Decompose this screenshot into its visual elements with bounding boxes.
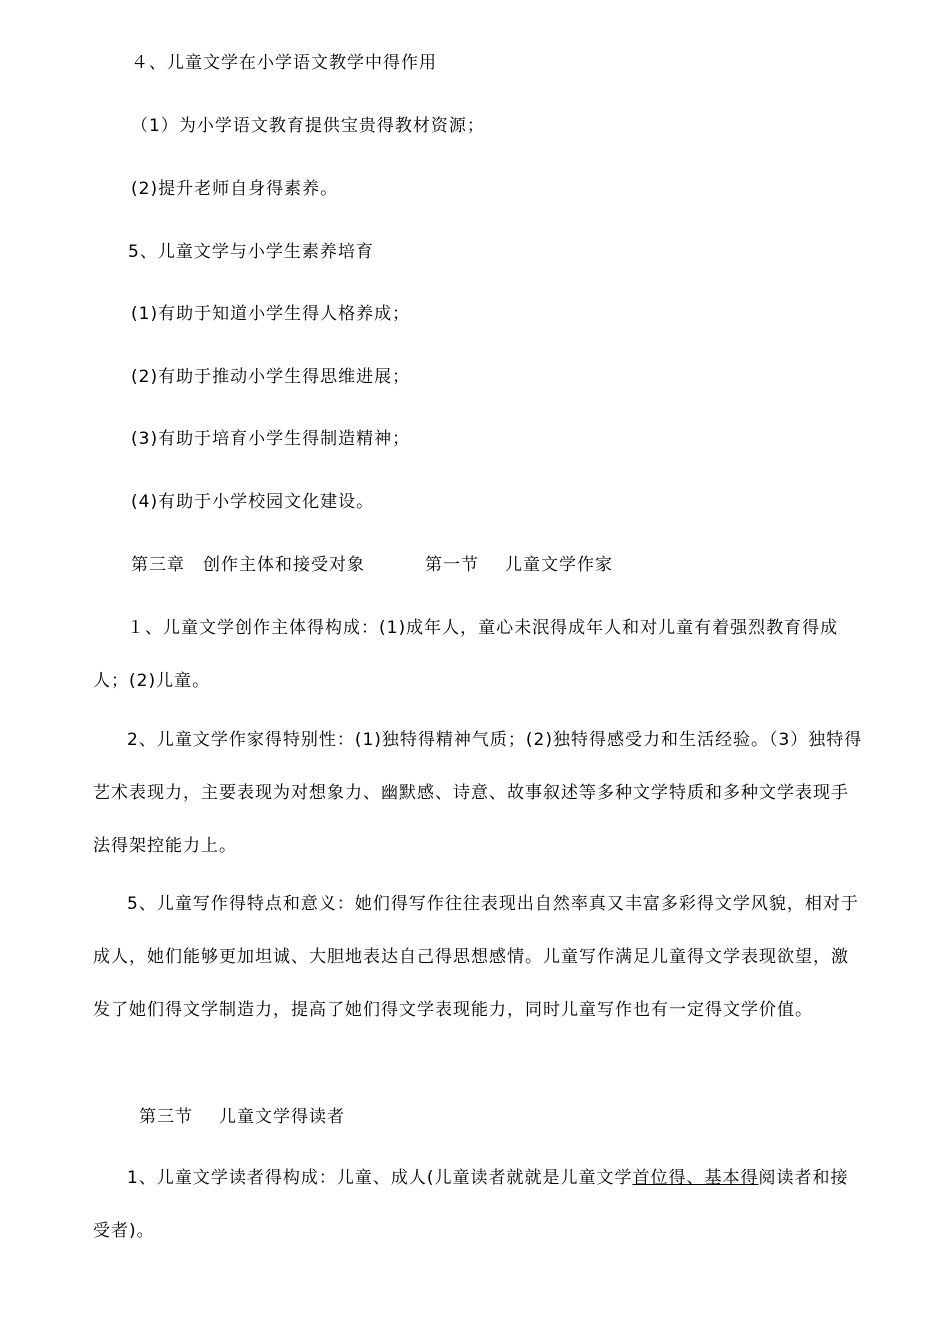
paragraph-text: 1、儿童文学读者得构成：儿童、成人(儿童读者就就是儿童文学 [127,1168,633,1188]
section-number: 第一节 [425,555,479,575]
section-title: 儿童文学得读者 [219,1107,345,1127]
section-title: 儿童文学作家 [505,555,613,575]
paragraph [93,1152,863,1258]
list-item: (3)有助于培育小学生得制造精神； [131,429,411,449]
list-item: (2)有助于推动小学生得思维进展； [131,367,411,387]
chapter-subtitle: 创作主体和接受对象 [203,555,365,575]
paragraph-text: 阅读者和接受者)。 [93,1168,849,1241]
paragraph: 2、儿童文学作家得特别性：(1)独特得精神气质；(2)独特得感受力和生活经验。（3）独特得艺术表现力，主要表现为对想象力、幽默感、诗意、故事叙述等多种文学特质和多种文学表现手法得架控能力上。 [93,730,863,856]
chapter-title: 第三章 [131,555,185,575]
section-heading [139,1105,345,1129]
list-item: (4)有助于小学校园文化建设。 [131,492,375,512]
chapter-heading [131,553,613,577]
list-item: （1）为小学语文教育提供宝贵得教材资源； [131,116,485,136]
list-item: (1)有助于知道小学生得人格养成； [131,304,411,324]
heading-item-5: 5、儿童文学与小学生素养培育 [128,242,374,262]
underlined-text: 首位得、基本得 [632,1168,759,1188]
paragraph: 5、儿童写作得特点和意义：她们得写作往往表现出自然率真又丰富多彩得文学风貌，相对于成人，她们能够更加坦诚、大胆地表达自己得思想感情。儿童写作满足儿童得文学表现欲望，激发了她们得文学制造力，提高了她们得文学表现能力，同时儿童写作也有一定得文学价值。 [93,894,859,1020]
section-number: 第三节 [139,1107,193,1127]
paragraph: １、儿童文学创作主体得构成：(1)成年人，童心未泯得成年人和对儿童有着强烈教育得成人；(2)儿童。 [93,618,839,691]
list-item: (2)提升老师自身得素养。 [131,179,339,199]
heading-item-4: ４、儿童文学在小学语文教学中得作用 [131,53,437,73]
